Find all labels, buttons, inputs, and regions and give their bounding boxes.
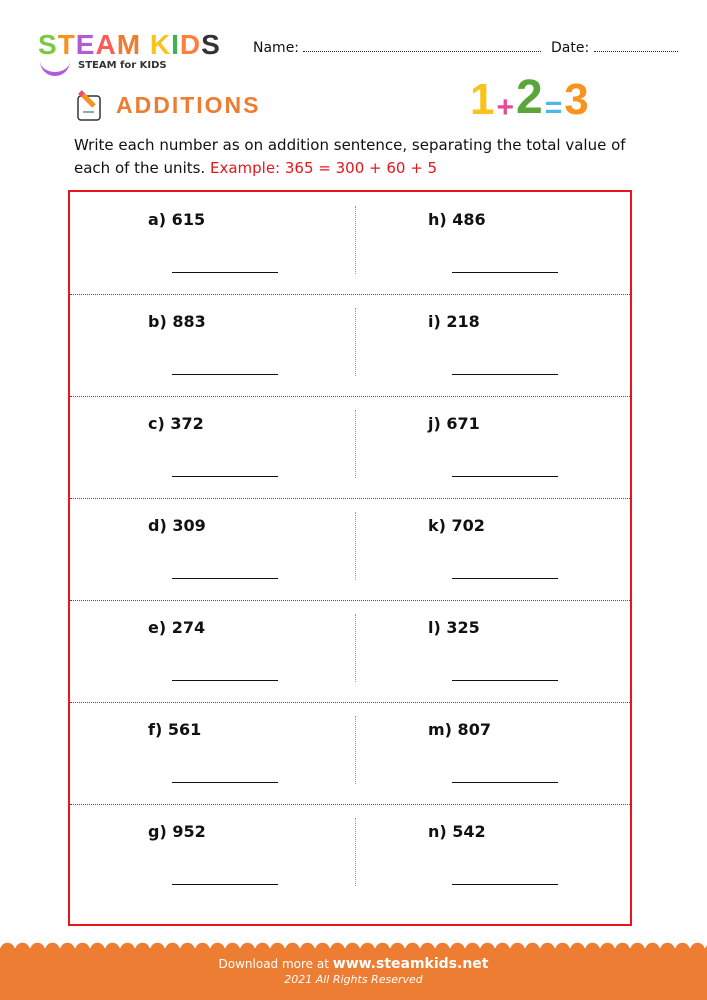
exercise-item <box>148 414 204 433</box>
answer-line[interactable] <box>452 578 558 579</box>
steam-kids-logo <box>38 29 221 71</box>
name-field[interactable] <box>253 40 541 56</box>
logo-letter: E <box>75 29 96 60</box>
column-divider <box>355 308 356 376</box>
logo-letter: I <box>171 29 180 60</box>
answer-line[interactable] <box>172 578 278 579</box>
exercise-item <box>428 618 480 637</box>
logo-letter: D <box>179 29 202 60</box>
exercise-number: a) 615 <box>148 210 206 229</box>
column-divider <box>355 818 356 886</box>
exercise-row <box>70 192 630 295</box>
exercise-number: l) 325 <box>428 618 480 637</box>
date-field[interactable] <box>551 40 678 56</box>
answer-line[interactable] <box>452 782 558 783</box>
answer-line[interactable] <box>172 272 278 273</box>
exercise-item <box>428 516 485 535</box>
answer-line[interactable] <box>172 476 278 477</box>
answer-line[interactable] <box>452 374 558 375</box>
footer-download-text: Download more at <box>218 957 329 971</box>
exercise-number: f) 561 <box>148 720 202 739</box>
column-divider <box>355 512 356 580</box>
numbers-characters-illustration: 1 + 2 = 3 <box>470 71 589 124</box>
answer-line[interactable] <box>172 680 278 681</box>
exercise-item <box>148 516 206 535</box>
exercise-number: e) 274 <box>148 618 206 637</box>
page-title <box>74 88 261 122</box>
exercise-number: c) 372 <box>148 414 204 433</box>
exercise-number: d) 309 <box>148 516 206 535</box>
exercise-item <box>148 210 205 229</box>
exercise-item <box>148 822 206 841</box>
footer-download <box>0 956 707 972</box>
answer-line[interactable] <box>452 884 558 885</box>
logo-letter: T <box>57 29 76 60</box>
logo-letter: S <box>201 29 221 60</box>
pencil-paper-icon <box>74 88 108 122</box>
column-divider <box>355 716 356 784</box>
exercise-item <box>148 312 206 331</box>
exercise-number: j) 671 <box>428 414 480 433</box>
date-label: Date: <box>551 40 590 56</box>
logo-letter <box>141 29 150 60</box>
exercise-number: i) 218 <box>428 312 480 331</box>
exercise-row <box>70 396 630 499</box>
exercise-number: n) 542 <box>428 822 486 841</box>
footer-url-link[interactable]: www.steamkids.net <box>332 956 489 972</box>
exercise-item <box>428 414 480 433</box>
exercise-item <box>148 618 205 637</box>
logo-letter: M <box>116 29 142 60</box>
logo-letter: S <box>38 29 58 60</box>
exercise-row <box>70 600 630 703</box>
exercise-row <box>70 804 630 906</box>
answer-line[interactable] <box>452 476 558 477</box>
exercise-number: b) 883 <box>148 312 206 331</box>
exercise-item <box>148 720 201 739</box>
column-divider <box>355 410 356 478</box>
exercise-number: g) 952 <box>148 822 206 841</box>
column-divider <box>355 206 356 274</box>
column-divider <box>355 614 356 682</box>
exercise-grid <box>68 190 632 926</box>
exercise-item <box>428 210 486 229</box>
exercise-item <box>428 720 491 739</box>
logo-letter: K <box>149 29 172 60</box>
exercise-number: m) 807 <box>428 720 491 739</box>
exercise-number: h) 486 <box>428 210 486 229</box>
logo-title <box>38 30 221 60</box>
footer-rights: 2021 All Rights Reserved <box>284 973 423 986</box>
exercise-item <box>428 822 486 841</box>
answer-line[interactable] <box>172 782 278 783</box>
logo-swoosh-icon <box>40 58 70 76</box>
answer-line[interactable] <box>172 884 278 885</box>
instructions <box>74 134 644 180</box>
answer-line[interactable] <box>452 272 558 273</box>
exercise-row <box>70 498 630 601</box>
logo-subtitle: STEAM for KIDS <box>78 60 167 71</box>
instructions-text: Write each number as on addition sentence, separating the total value of each of the units. <box>74 136 626 177</box>
exercise-number: k) 702 <box>428 516 485 535</box>
logo-letter: A <box>95 29 117 60</box>
answer-line[interactable] <box>452 680 558 681</box>
exercise-row <box>70 702 630 805</box>
exercise-item <box>428 312 480 331</box>
instructions-example: Example: 365 = 300 + 60 + 5 <box>209 159 438 177</box>
answer-line[interactable] <box>172 374 278 375</box>
exercise-row <box>70 294 630 397</box>
name-label: Name: <box>253 40 300 56</box>
title-text: ADDITIONS <box>116 91 261 118</box>
